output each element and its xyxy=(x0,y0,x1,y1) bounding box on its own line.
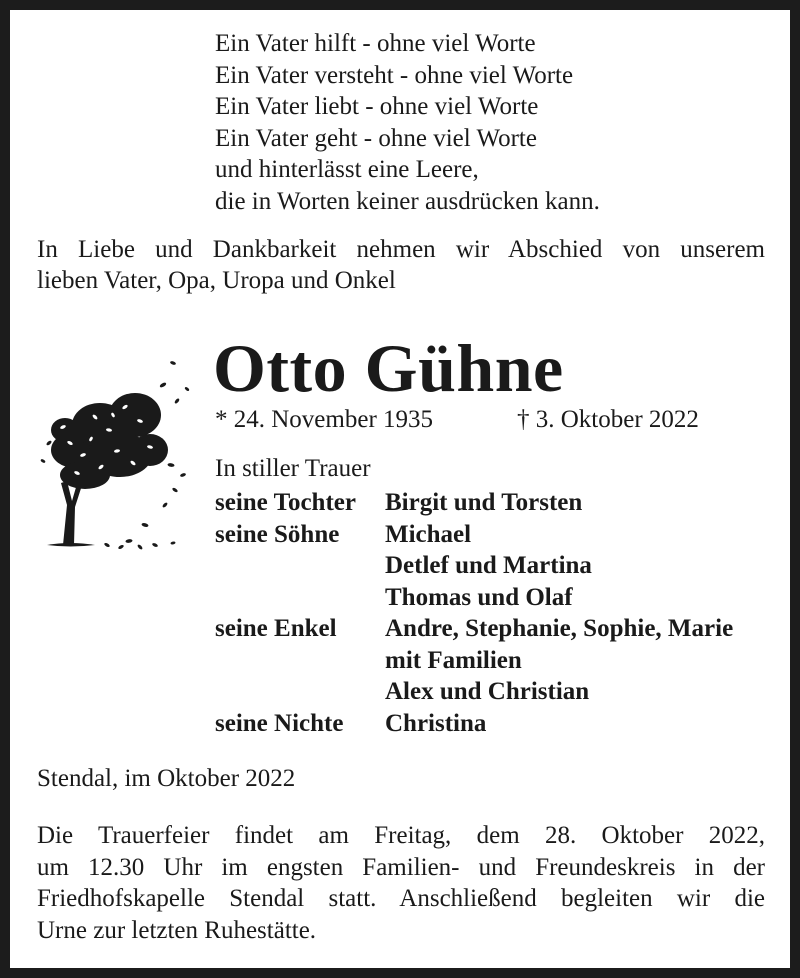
mourner-relation: seine Tochter xyxy=(215,489,356,516)
tree-with-falling-leaves-icon xyxy=(25,355,195,560)
mourner-name: Michael xyxy=(385,520,472,548)
mourner-name: Thomas und Olaf xyxy=(385,583,573,611)
mourner-relation: seine Enkel xyxy=(215,615,337,642)
intro-line: lieben Vater, Opa, Uropa und Onkel xyxy=(37,267,396,294)
mourner-group-grandchildren xyxy=(215,613,733,708)
mourner-group-sons xyxy=(215,519,733,614)
mourners-list xyxy=(215,487,733,739)
death-date: † 3. Oktober 2022 xyxy=(517,406,699,433)
mourner-name: Alex und Christian xyxy=(385,678,590,705)
mourner-group-daughter xyxy=(215,487,733,519)
mourner-names xyxy=(385,519,592,614)
poem-line: Ein Vater liebt - ohne viel Worte xyxy=(215,93,539,120)
mourner-name: Christina xyxy=(385,709,487,737)
mourner-name: Detlef und Martina xyxy=(385,552,592,579)
intro-line: In Liebe und Dankbarkeit nehmen wir Abschied von unserem xyxy=(37,236,765,263)
poem xyxy=(215,28,600,217)
funeral-line: um 12.30 Uhr im engsten Familien- und Freundeskreis in der xyxy=(37,853,765,881)
funeral-line: Urne zur letzten Ruhestätte. xyxy=(37,916,317,944)
funeral-line: Die Trauerfeier findet am Freitag, dem 28. Oktober 2022, xyxy=(37,822,765,849)
mourner-name: mit Familien xyxy=(385,646,522,674)
mourner-names xyxy=(385,487,582,519)
poem-line: Ein Vater versteht - ohne viel Worte xyxy=(215,61,574,89)
mourner-relation: seine Söhne xyxy=(215,520,340,548)
funeral-line: Friedhofskapelle Stendal statt. Anschließend begleiten wir die xyxy=(37,885,765,912)
mourner-name: Andre, Stephanie, Sophie, Marie xyxy=(385,615,734,642)
poem-line: Ein Vater hilft - ohne viel Worte xyxy=(215,30,536,57)
mourning-heading: In stiller Trauer xyxy=(215,455,371,482)
mourner-group-niece xyxy=(215,708,733,740)
funeral-notice xyxy=(37,820,765,946)
intro-text xyxy=(37,234,765,296)
deceased-name: Otto Gühne xyxy=(213,330,564,406)
poem-line: und hinterlässt eine Leere, xyxy=(215,156,479,183)
mourner-names xyxy=(385,708,486,740)
poem-line: die in Worten keiner ausdrücken kann. xyxy=(215,187,600,215)
mourner-name: Birgit und Torsten xyxy=(385,489,583,516)
mourner-relation: seine Nichte xyxy=(215,709,344,737)
mourner-names xyxy=(385,613,733,708)
place-and-date: Stendal, im Oktober 2022 xyxy=(37,765,296,792)
poem-line: Ein Vater geht - ohne viel Worte xyxy=(215,124,537,152)
birth-date: * 24. November 1935 xyxy=(215,406,434,433)
